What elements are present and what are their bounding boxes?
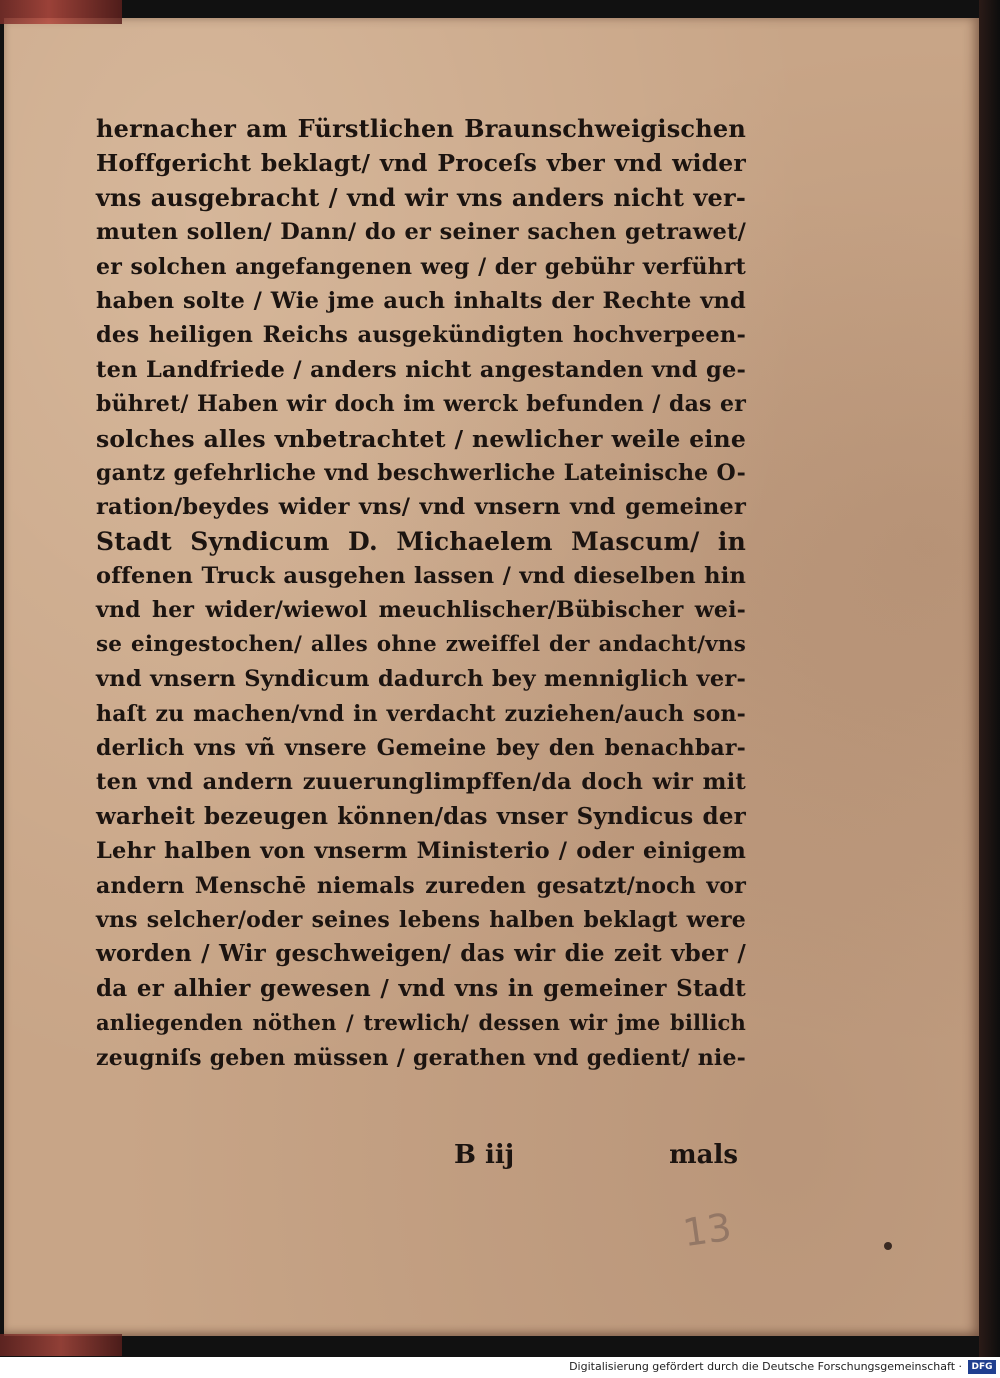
text-line: Hoffgericht beklagt/ vnd Proceſs vber vnd wider [96, 149, 746, 178]
binding-edge-top [0, 0, 122, 24]
text-line: ten Landfriede / anders nicht angestanden vnd ge- [96, 356, 746, 383]
text-line: des heiligen Reichs ausgekündigten hochverpeen- [96, 322, 746, 349]
binding-edge-bottom [0, 1334, 122, 1356]
catchword: mals [669, 1140, 738, 1170]
funding-credit: Digitalisierung gefördert durch die Deutsche Forschungsgemeinschaft · [569, 1360, 962, 1373]
page-right-edge [979, 0, 1000, 1357]
text-line: ten vnd andern zuuerunglimpffen/da doch wir mit [96, 769, 746, 796]
text-line: er solchen angefangenen weg / der gebühr verführt [96, 253, 746, 280]
text-line: vnd her wider/wiewol meuchlischer/Bübischer wei- [96, 597, 746, 624]
text-line: derlich vns vñ vnsere Gemeine bey den benachbar- [96, 735, 746, 762]
text-line: haſt zu machen/vnd in verdacht zuziehen/auch son- [96, 700, 746, 727]
text-line: offenen Truck ausgehen lassen / vnd dieselben hin [96, 563, 746, 590]
text-line: se eingestochen/ alles ohne zweiffel der andacht/vns [96, 631, 746, 657]
text-line: zeugniſs geben müssen / gerathen vnd gedient/ nie- [96, 1044, 746, 1071]
text-line: vns ausgebracht / vnd wir vns anders nicht ver- [96, 182, 746, 212]
text-line: da er alhier gewesen / vnd vns in gemeiner Stadt [96, 974, 746, 1002]
text-line: Stadt Syndicum D. Michaelem Mascum/ in [96, 526, 746, 556]
text-line: Lehr halben von vnserm Ministerio / oder einigem [96, 838, 746, 865]
text-line: gantz gefehrliche vnd beschwerliche Lateinische O- [96, 459, 746, 486]
ink-speck [884, 1242, 892, 1250]
page-foot [96, 1140, 746, 1180]
text-line: andern Menschē niemals zureden gesatzt/noch vor [96, 872, 746, 899]
dfg-logo-icon: DFG [968, 1360, 996, 1374]
text-line: worden / Wir geschweigen/ das wir die zeit vber / [96, 940, 746, 968]
text-line: anliegenden nöthen / trewlich/ dessen wir jme billich [96, 1010, 746, 1036]
signature-mark: B iij [454, 1140, 515, 1170]
text-line: ration/beydes wider vns/ vnd vnsern vnd gemeiner [96, 494, 746, 521]
digitization-footer [0, 1357, 1000, 1378]
text-line: bühret/ Haben wir doch im werck befunden / das er [96, 391, 746, 418]
text-line: vnd vnsern Syndicum dadurch bey menniglich ver- [96, 666, 746, 693]
text-line: hernacher am Fürstlichen Braunschweigischen [96, 114, 746, 143]
page-text [96, 112, 746, 1075]
text-line: vns selcher/oder seines lebens halben beklagt were [96, 906, 746, 933]
pencil-folio-number: 13 [680, 1204, 735, 1256]
text-line: muten sollen/ Dann/ do er seiner sachen getrawet/ [96, 219, 746, 246]
text-line: solches alles vnbetrachtet / newlicher weile eine [96, 424, 746, 453]
text-line: warheit bezeugen können/das vnser Syndicus der [96, 802, 746, 830]
text-line: haben solte / Wie jme auch inhalts der Rechte vnd [96, 287, 746, 314]
